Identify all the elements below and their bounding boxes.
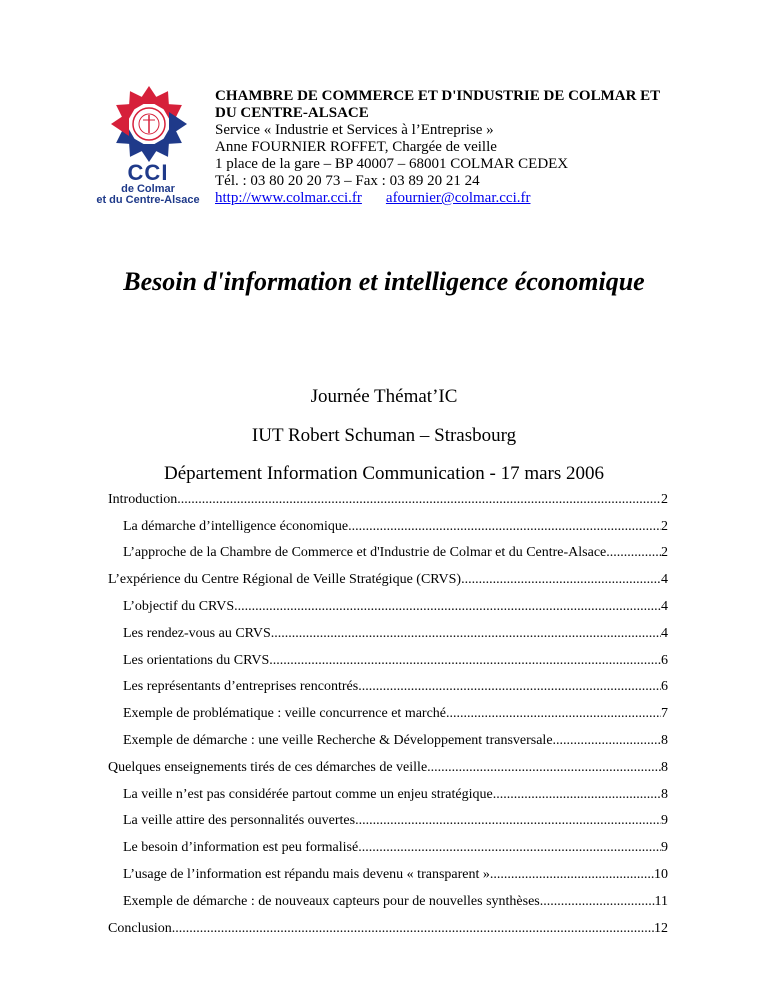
event-department-date: Département Information Communication - 17 mars 2006 bbox=[163, 463, 605, 484]
toc-entry-page: 4 bbox=[661, 598, 668, 614]
letterhead bbox=[215, 88, 685, 207]
event-venue: IUT Robert Schuman – Strasbourg bbox=[251, 425, 517, 446]
toc-entry-label: Les rendez-vous au CRVS bbox=[123, 625, 271, 641]
toc-entry-label: Exemple de problématique : veille concurrence et marché bbox=[123, 706, 447, 722]
toc-entry-page: 4 bbox=[661, 572, 668, 588]
cci-emblem-icon bbox=[109, 84, 189, 164]
toc-entry-label: Quelques enseignements tirés de ces démarches de veille bbox=[108, 759, 428, 775]
toc-leader-dots bbox=[490, 867, 654, 883]
toc-leader-dots bbox=[358, 679, 661, 695]
toc-entry-page: 6 bbox=[661, 652, 668, 668]
toc-entry[interactable] bbox=[108, 910, 668, 937]
toc-leader-dots bbox=[493, 787, 661, 803]
toc-entry-label: La démarche d’intelligence économique bbox=[123, 518, 349, 534]
toc-entry-page: 4 bbox=[661, 625, 668, 641]
toc-entry-page: 11 bbox=[654, 893, 668, 909]
toc-leader-dots bbox=[177, 492, 661, 508]
toc-entry-label: Exemple de démarche : une veille Recherche & Développement transversale bbox=[123, 732, 553, 748]
toc-leader-dots bbox=[234, 599, 661, 615]
toc-entry-page: 2 bbox=[661, 545, 668, 561]
toc-leader-dots bbox=[461, 572, 661, 588]
toc-leader-dots bbox=[172, 921, 654, 937]
website-link[interactable]: http://www.colmar.cci.fr bbox=[215, 190, 362, 206]
toc-entry-label: L’expérience du Centre Régional de Veille Stratégique (CRVS) bbox=[108, 572, 462, 588]
toc-entry[interactable] bbox=[108, 722, 668, 749]
toc-entry-page: 10 bbox=[654, 866, 668, 882]
cci-logo bbox=[93, 84, 203, 206]
toc-entry-label: Les orientations du CRVS bbox=[123, 652, 270, 668]
toc-entry[interactable] bbox=[108, 749, 668, 776]
toc-entry-page: 9 bbox=[661, 813, 668, 829]
toc-entry-page: 8 bbox=[661, 786, 668, 802]
toc-leader-dots bbox=[540, 894, 655, 910]
toc-entry-page: 8 bbox=[661, 732, 668, 748]
toc-entry-label: L’objectif du CRVS bbox=[123, 598, 235, 614]
toc-leader-dots bbox=[358, 840, 661, 856]
toc-leader-dots bbox=[446, 706, 661, 722]
logo-line-2: et du Centre-Alsace bbox=[96, 194, 200, 206]
toc-entry[interactable] bbox=[108, 588, 668, 615]
toc-entry[interactable] bbox=[108, 829, 668, 856]
toc-entry[interactable] bbox=[108, 803, 668, 830]
document-title: Besoin d'information et intelligence économique bbox=[123, 267, 645, 296]
toc-entry-label: Conclusion bbox=[108, 920, 172, 936]
toc-entry-label: Introduction bbox=[108, 491, 178, 507]
toc-entry-page: 2 bbox=[661, 491, 668, 507]
toc-leader-dots bbox=[348, 519, 661, 535]
toc-entry[interactable] bbox=[108, 561, 668, 588]
toc-entry-label: Le besoin d’information est peu formalisé bbox=[123, 840, 359, 856]
toc-entry-page: 6 bbox=[661, 679, 668, 695]
toc-entry-label: Les représentants d’entreprises rencontrés bbox=[123, 679, 359, 695]
event-name: Journée Thémat’IC bbox=[310, 386, 458, 407]
table-of-contents bbox=[108, 481, 668, 937]
toc-leader-dots bbox=[271, 626, 661, 642]
address-line: 1 place de la gare – BP 40007 – 68001 COLMAR CEDEX bbox=[215, 156, 569, 172]
toc-entry-page: 7 bbox=[661, 706, 668, 722]
toc-leader-dots bbox=[606, 545, 661, 561]
toc-entry[interactable] bbox=[108, 669, 668, 696]
service-line: Service « Industrie et Services à l’Entreprise » bbox=[215, 122, 494, 138]
links-line bbox=[215, 190, 685, 207]
toc-leader-dots bbox=[553, 733, 661, 749]
contact-line: Anne FOURNIER ROFFET, Chargée de veille bbox=[215, 139, 497, 155]
toc-entry[interactable] bbox=[108, 883, 668, 910]
toc-leader-dots bbox=[269, 653, 661, 669]
org-name-line-2: DU CENTRE-ALSACE bbox=[215, 105, 369, 121]
email-link[interactable]: afournier@colmar.cci.fr bbox=[385, 190, 531, 206]
toc-entry-page: 8 bbox=[661, 759, 668, 775]
toc-entry[interactable] bbox=[108, 776, 668, 803]
logo-acronym: CCI bbox=[127, 160, 169, 185]
org-name-line-1: CHAMBRE DE COMMERCE ET D'INDUSTRIE DE COLMAR ET bbox=[215, 88, 661, 104]
toc-entry-label: La veille attire des personnalités ouvertes bbox=[123, 813, 356, 829]
toc-leader-dots bbox=[355, 813, 661, 829]
toc-entry-page: 12 bbox=[654, 920, 668, 936]
toc-entry-label: L’usage de l’information est répandu mais devenu « transparent » bbox=[123, 866, 490, 882]
toc-entry-page: 9 bbox=[661, 840, 668, 856]
toc-entry-label: Exemple de démarche : de nouveaux capteurs pour de nouvelles synthèses bbox=[123, 893, 540, 909]
phone-line: Tél. : 03 80 20 20 73 – Fax : 03 89 20 21 24 bbox=[215, 173, 480, 189]
toc-entry[interactable] bbox=[108, 856, 668, 883]
toc-entry[interactable] bbox=[108, 642, 668, 669]
toc-entry[interactable] bbox=[108, 535, 668, 562]
toc-entry[interactable] bbox=[108, 695, 668, 722]
toc-leader-dots bbox=[427, 760, 661, 776]
toc-entry[interactable] bbox=[108, 615, 668, 642]
toc-entry-page: 2 bbox=[661, 518, 668, 534]
logo-line-1: de Colmar bbox=[121, 183, 175, 195]
toc-entry[interactable] bbox=[108, 508, 668, 535]
toc-entry[interactable] bbox=[108, 481, 668, 508]
toc-entry-label: L’approche de la Chambre de Commerce et d'Industrie de Colmar et du Centre-Alsace bbox=[123, 545, 607, 561]
toc-entry-label: La veille n’est pas considérée partout comme un enjeu stratégique bbox=[123, 786, 493, 802]
